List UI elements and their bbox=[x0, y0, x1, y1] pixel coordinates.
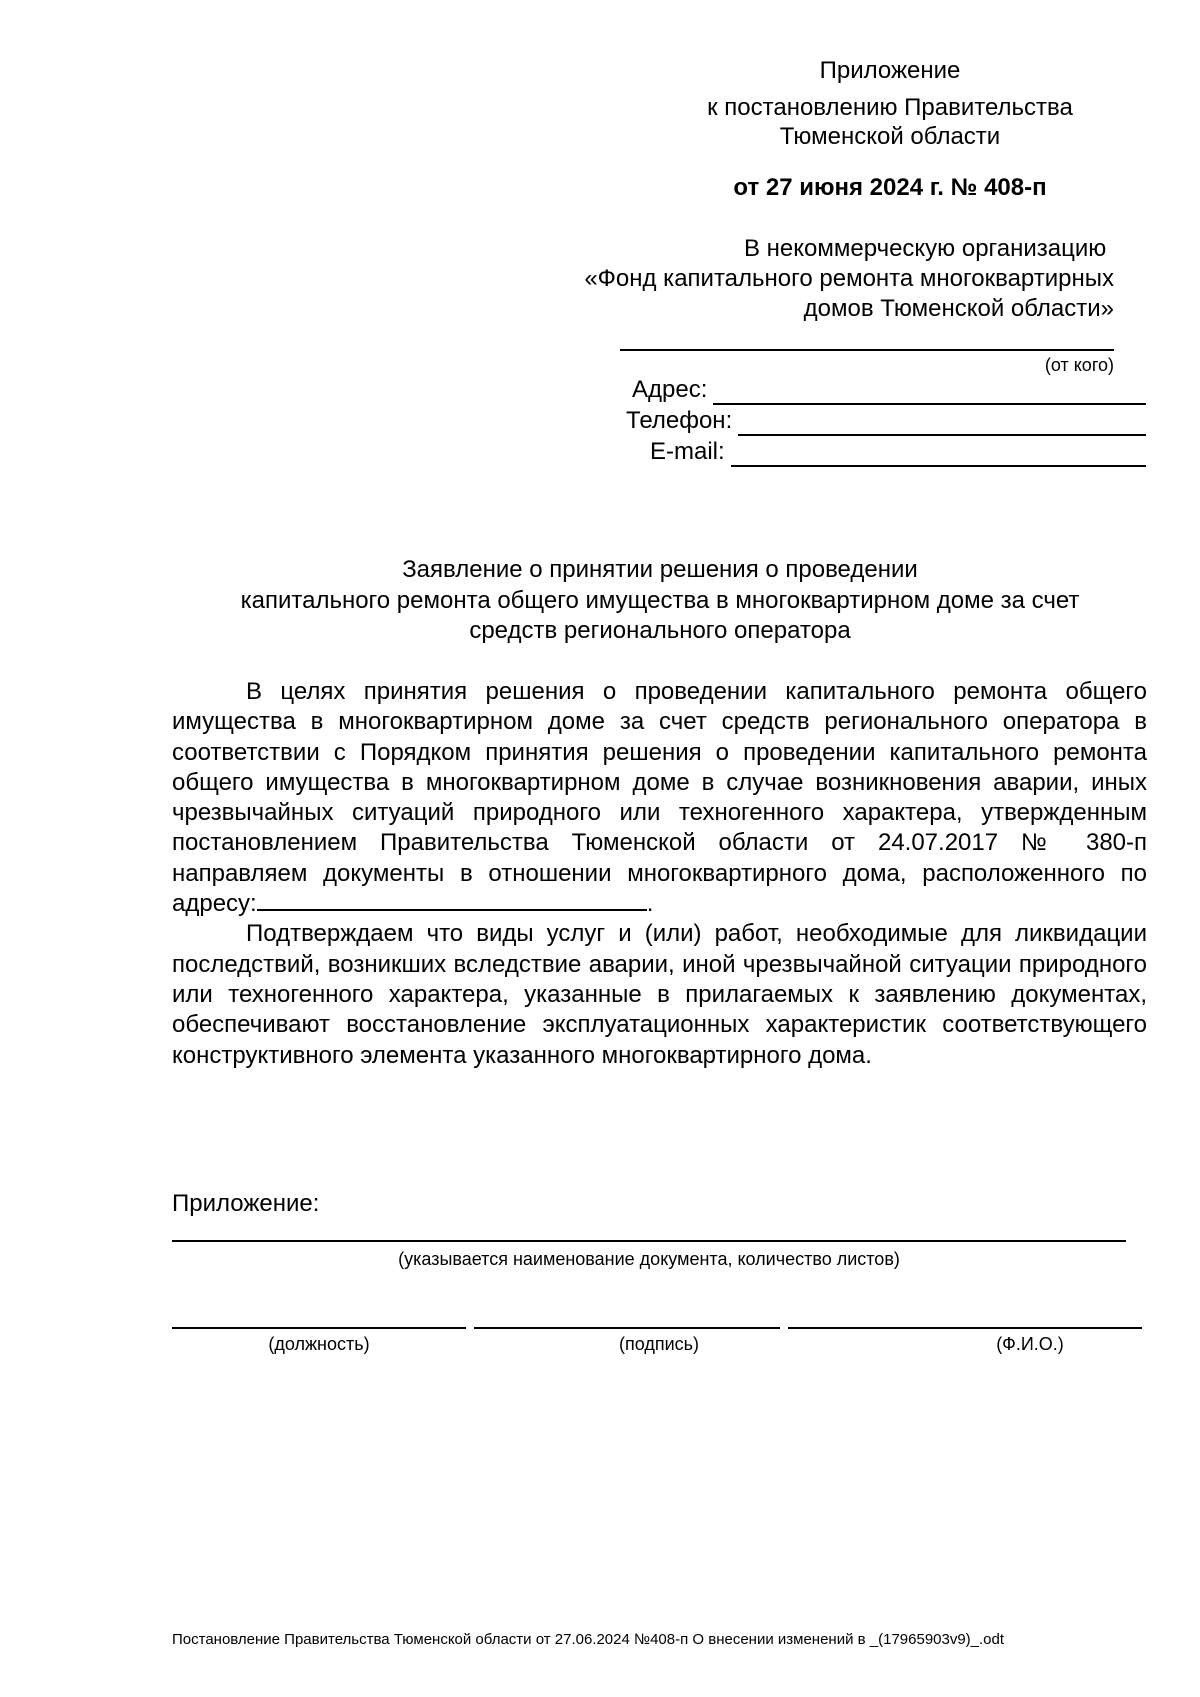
statement-title-line-1: Заявление о принятии решения о проведении bbox=[402, 556, 918, 583]
full-name-caption: (Ф.И.О.) bbox=[996, 1334, 1064, 1354]
paragraph-1-text: В целях принятия решения о проведении капитального ремонта общего имущества в многоквартирном доме за счет средств регионального оператора в соответствии с Порядком принятия решения о проведении капитального ремонта общего имущества в многоквартирном доме в случае возникновения аварии, иных чрезвычайных ситуаций природного или техногенного характера, утвержденным постановлением Правительства Тюменской области от 24.07.2017 № 380-п направляем документы в отношении многоквартирного дома, расположенного по адресу: bbox=[172, 678, 1147, 918]
paragraph-1-end: . bbox=[646, 890, 654, 918]
address-field bbox=[632, 375, 1146, 405]
house-address-blank[interactable] bbox=[257, 889, 647, 911]
email-label: E-mail: bbox=[650, 438, 725, 465]
signature-caption: (подпись) bbox=[618, 1334, 700, 1354]
document-footer: Постановление Правительства Тюменской области от 27.06.2024 №408-п О внесении изменений в _(17965903v9)_.odt bbox=[172, 1631, 1005, 1648]
from-whom-line[interactable] bbox=[620, 349, 1114, 351]
paragraph-1 bbox=[172, 677, 1147, 919]
recipient-line-3: домов Тюменской области» bbox=[803, 295, 1114, 322]
resolution-line-1: к постановлению Правительства bbox=[707, 94, 1073, 121]
statement-title-line-2: капитального ремонта общего имущества в многоквартирном доме за счет bbox=[240, 586, 1080, 614]
position-line[interactable] bbox=[172, 1327, 466, 1329]
address-label: Адрес: bbox=[632, 376, 708, 403]
signature-line[interactable] bbox=[474, 1327, 780, 1329]
attachment-line[interactable] bbox=[172, 1240, 1126, 1242]
resolution-date: от 27 июня 2024 г. № 408-п bbox=[733, 174, 1047, 201]
phone-field bbox=[626, 406, 1146, 436]
statement-body bbox=[172, 677, 1147, 1071]
address-input-line[interactable] bbox=[713, 381, 1146, 405]
email-input-line[interactable] bbox=[731, 443, 1146, 467]
recipient-line-2: «Фонд капитального ремонта многоквартирных bbox=[584, 265, 1114, 292]
resolution-line-2: Тюменской области bbox=[779, 123, 1001, 150]
phone-label: Телефон: bbox=[626, 407, 733, 434]
recipient-line-1: В некоммерческую организацию bbox=[744, 235, 1107, 262]
attachment-label: Приложение: bbox=[172, 1190, 320, 1217]
email-field bbox=[650, 437, 1146, 467]
phone-input-line[interactable] bbox=[738, 412, 1146, 436]
attachment-caption: (указывается наименование документа, количество листов) bbox=[398, 1249, 900, 1269]
position-caption: (должность) bbox=[268, 1334, 370, 1354]
statement-title-line-3: средств регионального оператора bbox=[469, 617, 851, 644]
statement-title bbox=[170, 555, 1150, 647]
full-name-line[interactable] bbox=[788, 1327, 1142, 1329]
appendix-title: Приложение bbox=[819, 57, 961, 84]
paragraph-2: Подтверждаем что виды услуг и (или) работ, необходимые для ликвидации последствий, возникших вследствие аварии, иной чрезвычайной ситуации природного или техногенного характера, указанные в прилагаемых к заявлению документах, обеспечивают восстановление эксплуатационных характеристик соответствующего конструктивного элемента указанного многоквартирного дома. bbox=[172, 920, 1147, 1069]
from-whom-caption: (от кого) bbox=[1044, 355, 1114, 375]
